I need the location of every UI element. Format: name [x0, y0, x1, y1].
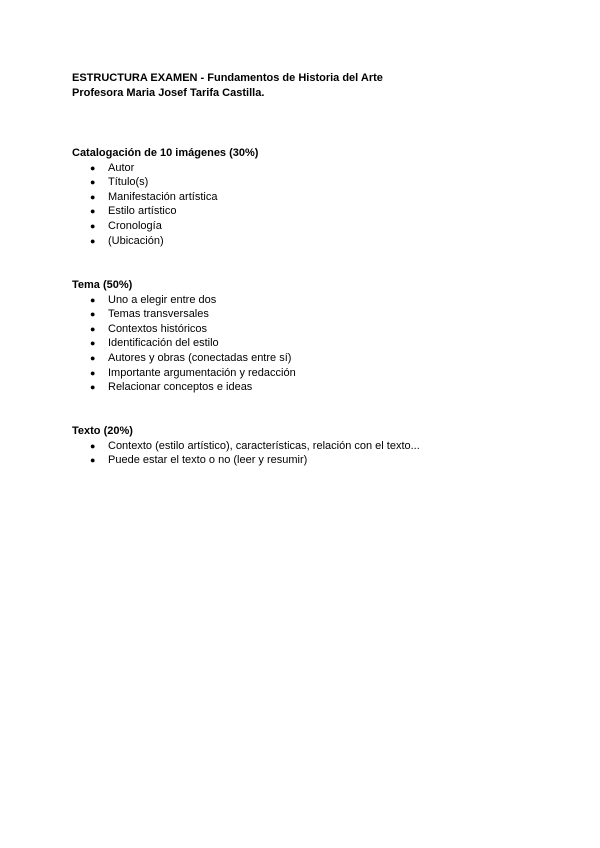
list-item — [72, 366, 296, 381]
document-title: ESTRUCTURA EXAMEN - Fundamentos de Historia del Arte — [72, 72, 383, 84]
list-item — [72, 161, 258, 176]
list-item-text: Título(s) — [108, 176, 149, 189]
bullet-icon: ● — [90, 367, 96, 378]
list-item-text: Manifestación artística — [108, 190, 218, 203]
list-item-text: Temas transversales — [108, 308, 209, 321]
bullet-icon: ● — [90, 323, 96, 334]
bullet-icon: ● — [90, 352, 96, 363]
bullet-icon: ● — [90, 235, 96, 246]
bullet-icon: ● — [90, 455, 96, 466]
list-item — [72, 336, 296, 351]
list-item — [72, 380, 296, 395]
list-item — [72, 453, 420, 468]
list-item-text: Cronología — [108, 219, 162, 232]
section-title: Texto (20%) — [72, 425, 133, 437]
bullet-list — [72, 161, 258, 249]
list-item — [72, 234, 258, 249]
list-item — [72, 351, 296, 366]
bullet-icon: ● — [90, 206, 96, 217]
bullet-icon: ● — [90, 220, 96, 231]
list-item — [72, 322, 296, 337]
list-item-text: (Ubicación) — [108, 234, 164, 247]
list-item-text: Autor — [108, 161, 135, 174]
list-item-text: Relacionar conceptos e ideas — [108, 381, 253, 394]
list-item — [72, 307, 296, 322]
bullet-icon: ● — [90, 338, 96, 349]
document-header — [72, 71, 383, 101]
section-catalogacion — [72, 146, 258, 248]
bullet-list — [72, 293, 296, 395]
bullet-icon: ● — [90, 191, 96, 202]
list-item-text: Identificación del estilo — [108, 337, 219, 350]
list-item-text: Uno a elegir entre dos — [108, 293, 217, 306]
list-item-text: Contextos históricos — [108, 322, 208, 335]
bullet-icon: ● — [90, 177, 96, 188]
bullet-list — [72, 439, 420, 468]
bullet-icon: ● — [90, 309, 96, 320]
list-item-text: Autores y obras (conectadas entre sí) — [108, 351, 292, 364]
professor-name: Profesora Maria Josef Tarifa Castilla. — [72, 87, 265, 99]
list-item-text: Estilo artístico — [108, 205, 177, 218]
list-item — [72, 219, 258, 234]
list-item — [72, 293, 296, 308]
bullet-icon: ● — [90, 440, 96, 451]
bullet-icon: ● — [90, 162, 96, 173]
section-title: Catalogación de 10 imágenes (30%) — [72, 147, 259, 159]
list-item — [72, 190, 258, 205]
section-texto — [72, 424, 420, 468]
list-item — [72, 204, 258, 219]
section-tema — [72, 278, 296, 395]
list-item — [72, 175, 258, 190]
list-item-text: Puede estar el texto o no (leer y resumir) — [108, 454, 308, 467]
bullet-icon: ● — [90, 294, 96, 305]
list-item — [72, 439, 420, 454]
section-title: Tema (50%) — [72, 279, 133, 291]
bullet-icon: ● — [90, 382, 96, 393]
list-item-text: Contexto (estilo artístico), características, relación con el texto... — [108, 439, 420, 452]
list-item-text: Importante argumentación y redacción — [108, 366, 296, 379]
